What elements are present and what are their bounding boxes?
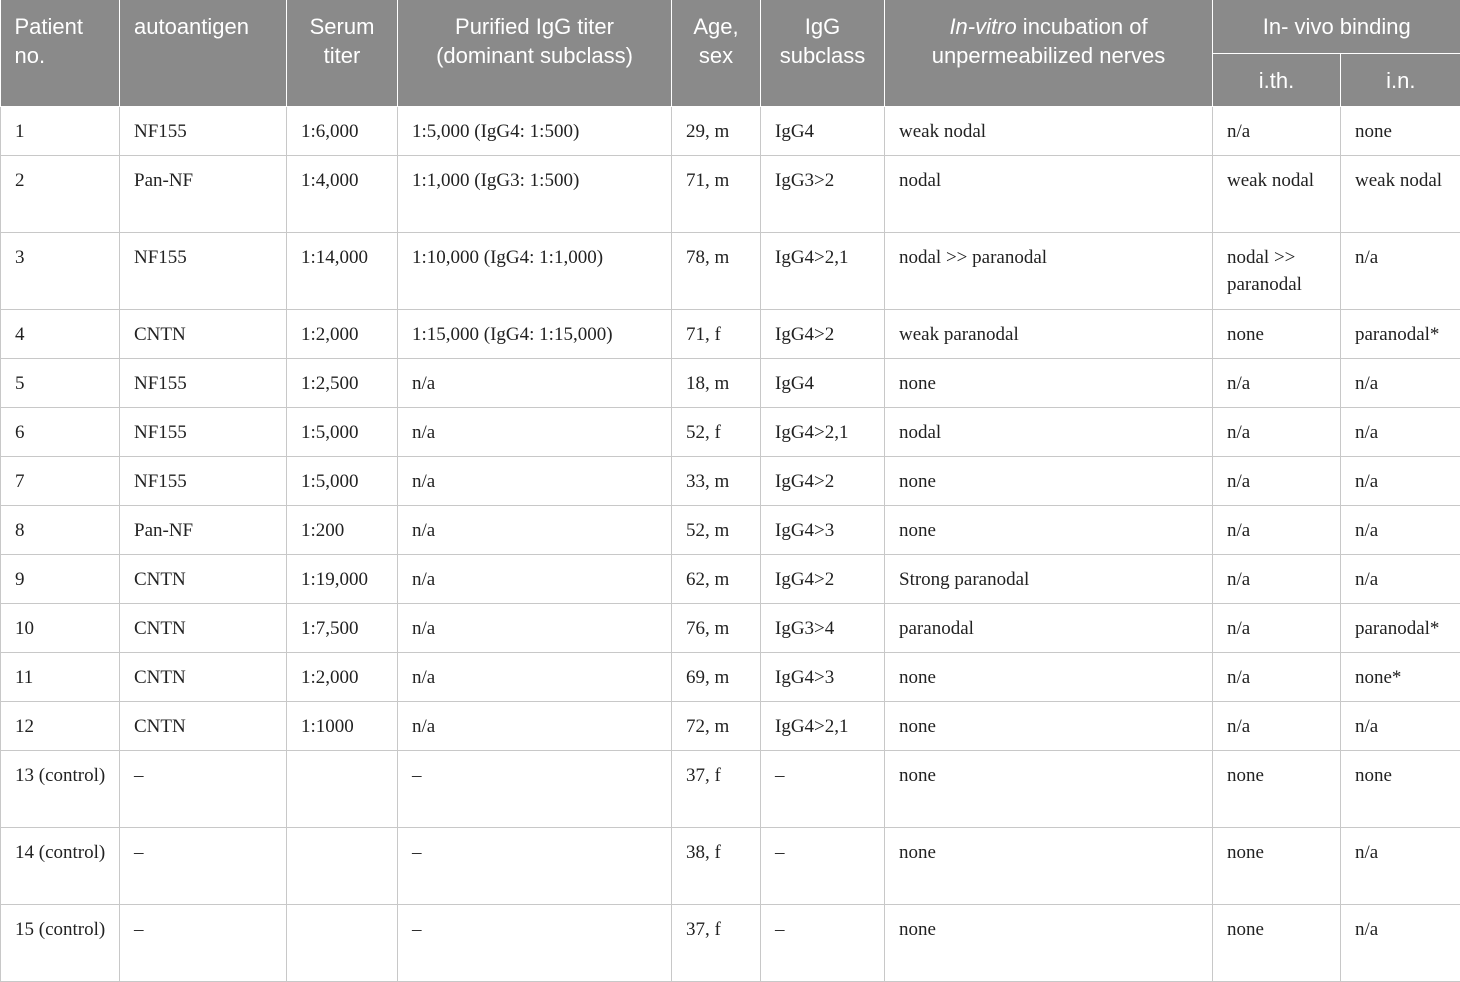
cell-in: n/a bbox=[1341, 232, 1460, 309]
cell-serum-titer: 1:5,000 bbox=[287, 407, 398, 456]
cell-in: n/a bbox=[1341, 358, 1460, 407]
header-purified-igg-titer: Purified IgG titer (dominant subclass) bbox=[398, 0, 672, 106]
table-row bbox=[1, 358, 1460, 407]
cell-igg-subclass: IgG4>2 bbox=[761, 456, 885, 505]
cell-ith: n/a bbox=[1213, 603, 1341, 652]
cell-purified-titer: 1:10,000 (IgG4: 1:1,000) bbox=[398, 232, 672, 309]
table-row bbox=[1, 701, 1460, 750]
cell-purified-titer: n/a bbox=[398, 701, 672, 750]
cell-igg-subclass: – bbox=[761, 750, 885, 827]
table-row bbox=[1, 904, 1460, 981]
cell-in-vitro: none bbox=[885, 505, 1213, 554]
cell-autoantigen: NF155 bbox=[120, 407, 287, 456]
cell-in-vitro: none bbox=[885, 904, 1213, 981]
cell-patient-no: 15 (control) bbox=[1, 904, 120, 981]
header-in-vitro-italic: In-vitro bbox=[949, 14, 1016, 39]
cell-igg-subclass: IgG4>2,1 bbox=[761, 407, 885, 456]
cell-age-sex: 52, m bbox=[672, 505, 761, 554]
table-row bbox=[1, 407, 1460, 456]
cell-igg-subclass: IgG3>4 bbox=[761, 603, 885, 652]
cell-serum-titer: 1:1000 bbox=[287, 701, 398, 750]
cell-purified-titer: n/a bbox=[398, 505, 672, 554]
cell-ith: n/a bbox=[1213, 505, 1341, 554]
cell-in: weak nodal bbox=[1341, 155, 1460, 232]
header-age-sex: Age, sex bbox=[672, 0, 761, 106]
cell-age-sex: 29, m bbox=[672, 106, 761, 155]
cell-serum-titer: 1:14,000 bbox=[287, 232, 398, 309]
cell-purified-titer: n/a bbox=[398, 603, 672, 652]
header-in-vivo-binding: In- vivo binding bbox=[1213, 0, 1460, 53]
cell-patient-no: 4 bbox=[1, 309, 120, 358]
cell-in: none bbox=[1341, 106, 1460, 155]
cell-in-vitro: weak paranodal bbox=[885, 309, 1213, 358]
cell-purified-titer: n/a bbox=[398, 456, 672, 505]
cell-ith: none bbox=[1213, 827, 1341, 904]
cell-in: n/a bbox=[1341, 505, 1460, 554]
header-igg-subclass: IgG subclass bbox=[761, 0, 885, 106]
cell-patient-no: 6 bbox=[1, 407, 120, 456]
table-row bbox=[1, 554, 1460, 603]
table-row bbox=[1, 603, 1460, 652]
cell-igg-subclass: IgG4>3 bbox=[761, 652, 885, 701]
cell-in-vitro: nodal >> paranodal bbox=[885, 232, 1213, 309]
cell-in: n/a bbox=[1341, 827, 1460, 904]
cell-purified-titer: 1:5,000 (IgG4: 1:500) bbox=[398, 106, 672, 155]
cell-patient-no: 8 bbox=[1, 505, 120, 554]
cell-ith: none bbox=[1213, 309, 1341, 358]
cell-serum-titer: 1:2,000 bbox=[287, 309, 398, 358]
cell-autoantigen: Pan-NF bbox=[120, 155, 287, 232]
cell-in-vitro: none bbox=[885, 701, 1213, 750]
cell-igg-subclass: – bbox=[761, 904, 885, 981]
cell-patient-no: 10 bbox=[1, 603, 120, 652]
cell-autoantigen: NF155 bbox=[120, 456, 287, 505]
cell-patient-no: 7 bbox=[1, 456, 120, 505]
cell-in-vitro: none bbox=[885, 358, 1213, 407]
cell-purified-titer: – bbox=[398, 827, 672, 904]
cell-serum-titer bbox=[287, 750, 398, 827]
cell-patient-no: 3 bbox=[1, 232, 120, 309]
cell-age-sex: 62, m bbox=[672, 554, 761, 603]
cell-igg-subclass: IgG4>2,1 bbox=[761, 701, 885, 750]
header-in-vitro-rest: incubation of unpermeabilized nerves bbox=[932, 14, 1166, 68]
table-row bbox=[1, 309, 1460, 358]
cell-igg-subclass: IgG4>3 bbox=[761, 505, 885, 554]
cell-igg-subclass: IgG4>2 bbox=[761, 554, 885, 603]
cell-patient-no: 12 bbox=[1, 701, 120, 750]
cell-ith: n/a bbox=[1213, 358, 1341, 407]
cell-in-vitro: nodal bbox=[885, 155, 1213, 232]
cell-in: paranodal* bbox=[1341, 603, 1460, 652]
header-ith: i.th. bbox=[1213, 53, 1341, 106]
cell-purified-titer: 1:1,000 (IgG3: 1:500) bbox=[398, 155, 672, 232]
cell-igg-subclass: IgG4 bbox=[761, 106, 885, 155]
cell-ith: weak nodal bbox=[1213, 155, 1341, 232]
table-row bbox=[1, 505, 1460, 554]
table-row bbox=[1, 106, 1460, 155]
cell-serum-titer: 1:6,000 bbox=[287, 106, 398, 155]
cell-serum-titer: 1:2,500 bbox=[287, 358, 398, 407]
cell-patient-no: 11 bbox=[1, 652, 120, 701]
cell-serum-titer: 1:5,000 bbox=[287, 456, 398, 505]
cell-serum-titer: 1:4,000 bbox=[287, 155, 398, 232]
table-row bbox=[1, 652, 1460, 701]
header-in-vitro-incubation bbox=[885, 0, 1213, 106]
cell-age-sex: 33, m bbox=[672, 456, 761, 505]
table-header bbox=[1, 0, 1460, 106]
cell-autoantigen: CNTN bbox=[120, 309, 287, 358]
cell-serum-titer: 1:7,500 bbox=[287, 603, 398, 652]
cell-purified-titer: n/a bbox=[398, 358, 672, 407]
cell-igg-subclass: IgG4 bbox=[761, 358, 885, 407]
table-row bbox=[1, 750, 1460, 827]
cell-autoantigen: NF155 bbox=[120, 232, 287, 309]
cell-autoantigen: Pan-NF bbox=[120, 505, 287, 554]
cell-patient-no: 9 bbox=[1, 554, 120, 603]
cell-autoantigen: – bbox=[120, 904, 287, 981]
cell-in-vitro: none bbox=[885, 456, 1213, 505]
cell-age-sex: 71, m bbox=[672, 155, 761, 232]
header-autoantigen: autoantigen bbox=[120, 0, 287, 106]
cell-in: n/a bbox=[1341, 701, 1460, 750]
cell-igg-subclass: IgG4>2,1 bbox=[761, 232, 885, 309]
cell-in-vitro: paranodal bbox=[885, 603, 1213, 652]
cell-igg-subclass: – bbox=[761, 827, 885, 904]
table-row bbox=[1, 827, 1460, 904]
cell-age-sex: 76, m bbox=[672, 603, 761, 652]
cell-age-sex: 72, m bbox=[672, 701, 761, 750]
cell-autoantigen: CNTN bbox=[120, 652, 287, 701]
cell-in-vitro: none bbox=[885, 750, 1213, 827]
cell-serum-titer: 1:2,000 bbox=[287, 652, 398, 701]
cell-ith: n/a bbox=[1213, 456, 1341, 505]
cell-purified-titer: n/a bbox=[398, 554, 672, 603]
cell-serum-titer: 1:19,000 bbox=[287, 554, 398, 603]
cell-age-sex: 52, f bbox=[672, 407, 761, 456]
cell-ith: nodal >> paranodal bbox=[1213, 232, 1341, 309]
cell-in: paranodal* bbox=[1341, 309, 1460, 358]
cell-patient-no: 1 bbox=[1, 106, 120, 155]
header-in: i.n. bbox=[1341, 53, 1460, 106]
cell-serum-titer bbox=[287, 827, 398, 904]
cell-in-vitro: none bbox=[885, 652, 1213, 701]
cell-in: none bbox=[1341, 750, 1460, 827]
cell-autoantigen: CNTN bbox=[120, 701, 287, 750]
cell-autoantigen: – bbox=[120, 750, 287, 827]
cell-age-sex: 18, m bbox=[672, 358, 761, 407]
cell-patient-no: 5 bbox=[1, 358, 120, 407]
cell-autoantigen: NF155 bbox=[120, 358, 287, 407]
cell-in: n/a bbox=[1341, 456, 1460, 505]
cell-age-sex: 71, f bbox=[672, 309, 761, 358]
cell-purified-titer: 1:15,000 (IgG4: 1:15,000) bbox=[398, 309, 672, 358]
cell-in: n/a bbox=[1341, 407, 1460, 456]
cell-serum-titer: 1:200 bbox=[287, 505, 398, 554]
table-body bbox=[1, 106, 1460, 981]
cell-purified-titer: n/a bbox=[398, 407, 672, 456]
cell-igg-subclass: IgG3>2 bbox=[761, 155, 885, 232]
cell-age-sex: 78, m bbox=[672, 232, 761, 309]
cell-patient-no: 2 bbox=[1, 155, 120, 232]
cell-in-vitro: weak nodal bbox=[885, 106, 1213, 155]
cell-in: none* bbox=[1341, 652, 1460, 701]
cell-in: n/a bbox=[1341, 904, 1460, 981]
cell-ith: n/a bbox=[1213, 554, 1341, 603]
cell-ith: none bbox=[1213, 750, 1341, 827]
cell-ith: n/a bbox=[1213, 407, 1341, 456]
cell-purified-titer: n/a bbox=[398, 652, 672, 701]
cell-age-sex: 37, f bbox=[672, 904, 761, 981]
cell-purified-titer: – bbox=[398, 904, 672, 981]
cell-igg-subclass: IgG4>2 bbox=[761, 309, 885, 358]
cell-autoantigen: CNTN bbox=[120, 554, 287, 603]
header-patient-no: Patient no. bbox=[1, 0, 120, 106]
cell-age-sex: 37, f bbox=[672, 750, 761, 827]
cell-in: n/a bbox=[1341, 554, 1460, 603]
table-row bbox=[1, 456, 1460, 505]
cell-serum-titer bbox=[287, 904, 398, 981]
cell-patient-no: 13 (control) bbox=[1, 750, 120, 827]
cell-ith: n/a bbox=[1213, 701, 1341, 750]
cell-autoantigen: NF155 bbox=[120, 106, 287, 155]
cell-autoantigen: – bbox=[120, 827, 287, 904]
cell-ith: n/a bbox=[1213, 652, 1341, 701]
header-serum-titer: Serum titer bbox=[287, 0, 398, 106]
cell-in-vitro: nodal bbox=[885, 407, 1213, 456]
table-row bbox=[1, 155, 1460, 232]
cell-autoantigen: CNTN bbox=[120, 603, 287, 652]
cell-ith: none bbox=[1213, 904, 1341, 981]
cell-ith: n/a bbox=[1213, 106, 1341, 155]
cell-in-vitro: none bbox=[885, 827, 1213, 904]
cell-in-vitro: Strong paranodal bbox=[885, 554, 1213, 603]
table-row bbox=[1, 232, 1460, 309]
cell-age-sex: 69, m bbox=[672, 652, 761, 701]
cell-age-sex: 38, f bbox=[672, 827, 761, 904]
cell-patient-no: 14 (control) bbox=[1, 827, 120, 904]
cell-purified-titer: – bbox=[398, 750, 672, 827]
